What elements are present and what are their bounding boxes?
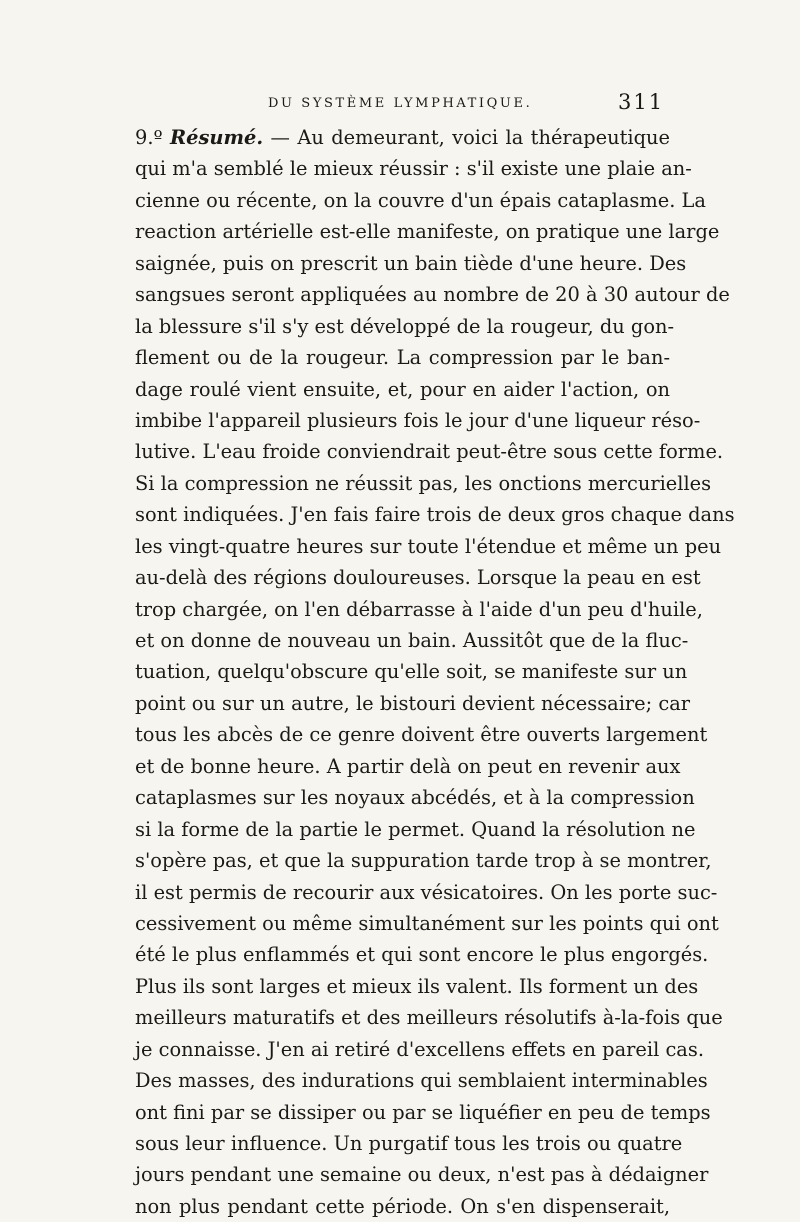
text-line: tuation, quelqu'obscure qu'elle soit, se manifeste sur un (135, 660, 688, 684)
section-label: Résumé. (170, 126, 264, 149)
text-line: lutive. L'eau froide conviendrait peut-être sous cette forme. (135, 440, 724, 464)
text-line: point ou sur un autre, le bistouri devient nécessaire; car (135, 691, 691, 715)
text-line: et de bonne heure. A partir delà on peut en revenir aux (135, 754, 681, 778)
text-line: je connaisse. J'en ai retiré d'excellens effets en pareil cas. (135, 1037, 704, 1061)
text-line: au-delà des régions douloureuses. Lorsque la peau en est (135, 566, 701, 590)
section-number: 9.º (135, 126, 163, 149)
body-text (135, 122, 735, 1222)
text-line: imbibe l'appareil plusieurs fois le jour d'une liqueur réso- (135, 408, 701, 432)
text-line: été le plus enflammés et qui sont encore le plus engorgés. (135, 943, 709, 967)
text-line: qui m'a semblé le mieux réussir : s'il existe une plaie an- (135, 157, 692, 181)
text-line: tous les abcès de ce genre doivent être ouverts largement (135, 723, 708, 747)
first-line-text: — Au demeurant, voici la thérapeutique (270, 126, 670, 149)
text-line: meilleurs maturatifs et des meilleurs résolutifs à-la-fois que (135, 1006, 723, 1030)
text-line: reaction artérielle est-elle manifeste, on pratique une large (135, 220, 720, 244)
text-line: flement ou de la rougeur. La compression par le ban- (135, 346, 670, 370)
text-line: Si la compression ne réussit pas, les onctions mercurielles (135, 471, 712, 495)
text-line: sangsues seront appliquées au nombre de 20 à 30 autour de (135, 283, 730, 307)
text-line: sont indiquées. J'en fais faire trois de deux gros chaque dans (135, 503, 735, 527)
text-line: s'opère pas, et que la suppuration tarde trop à se montrer, (135, 849, 712, 873)
text-line: jours pendant une semaine ou deux, n'est pas à dédaigner (135, 1163, 709, 1187)
text-line: Plus ils sont larges et mieux ils valent. Ils forment un des (135, 974, 699, 998)
text-line: Des masses, des indurations qui semblaient interminables (135, 1069, 708, 1093)
text-line: si la forme de la partie le permet. Quand la résolution ne (135, 817, 696, 841)
text-line: la blessure s'il s'y est développé de la rougeur, du gon- (135, 314, 675, 338)
text-line: non plus pendant cette période. On s'en dispenserait, (135, 1194, 670, 1218)
text-line: cienne ou récente, on la couvre d'un épais cataplasme. La (135, 188, 706, 212)
page-number: 311 (618, 90, 665, 114)
text-line: trop chargée, on l'en débarrasse à l'aide d'un peu d'huile, (135, 597, 703, 621)
text-line: cataplasmes sur les noyaux abcédés, et à la compression (135, 786, 695, 810)
text-lines (135, 153, 735, 1222)
text-line: il est permis de recourir aux vésicatoires. On les porte suc- (135, 880, 718, 904)
text-line: cessivement ou même simultanément sur les points qui ont (135, 911, 719, 935)
text-line: dage roulé vient ensuite, et, pour en aider l'action, on (135, 377, 670, 401)
text-line: et on donne de nouveau un bain. Aussitôt que de la fluc- (135, 629, 689, 652)
text-line: les vingt-quatre heures sur toute l'étendue et même un peu (135, 534, 722, 558)
text-line: ont fini par se dissiper ou par se liquéfier en peu de temps (135, 1100, 711, 1124)
running-title: DU SYSTÈME LYMPHATIQUE. (268, 96, 533, 111)
text-line: saignée, puis on prescrit un bain tiède d'une heure. Des (135, 251, 687, 275)
text-line-first (135, 122, 670, 153)
text-line: sous leur influence. Un purgatif tous les trois ou quatre (135, 1132, 683, 1155)
running-head (0, 92, 800, 116)
